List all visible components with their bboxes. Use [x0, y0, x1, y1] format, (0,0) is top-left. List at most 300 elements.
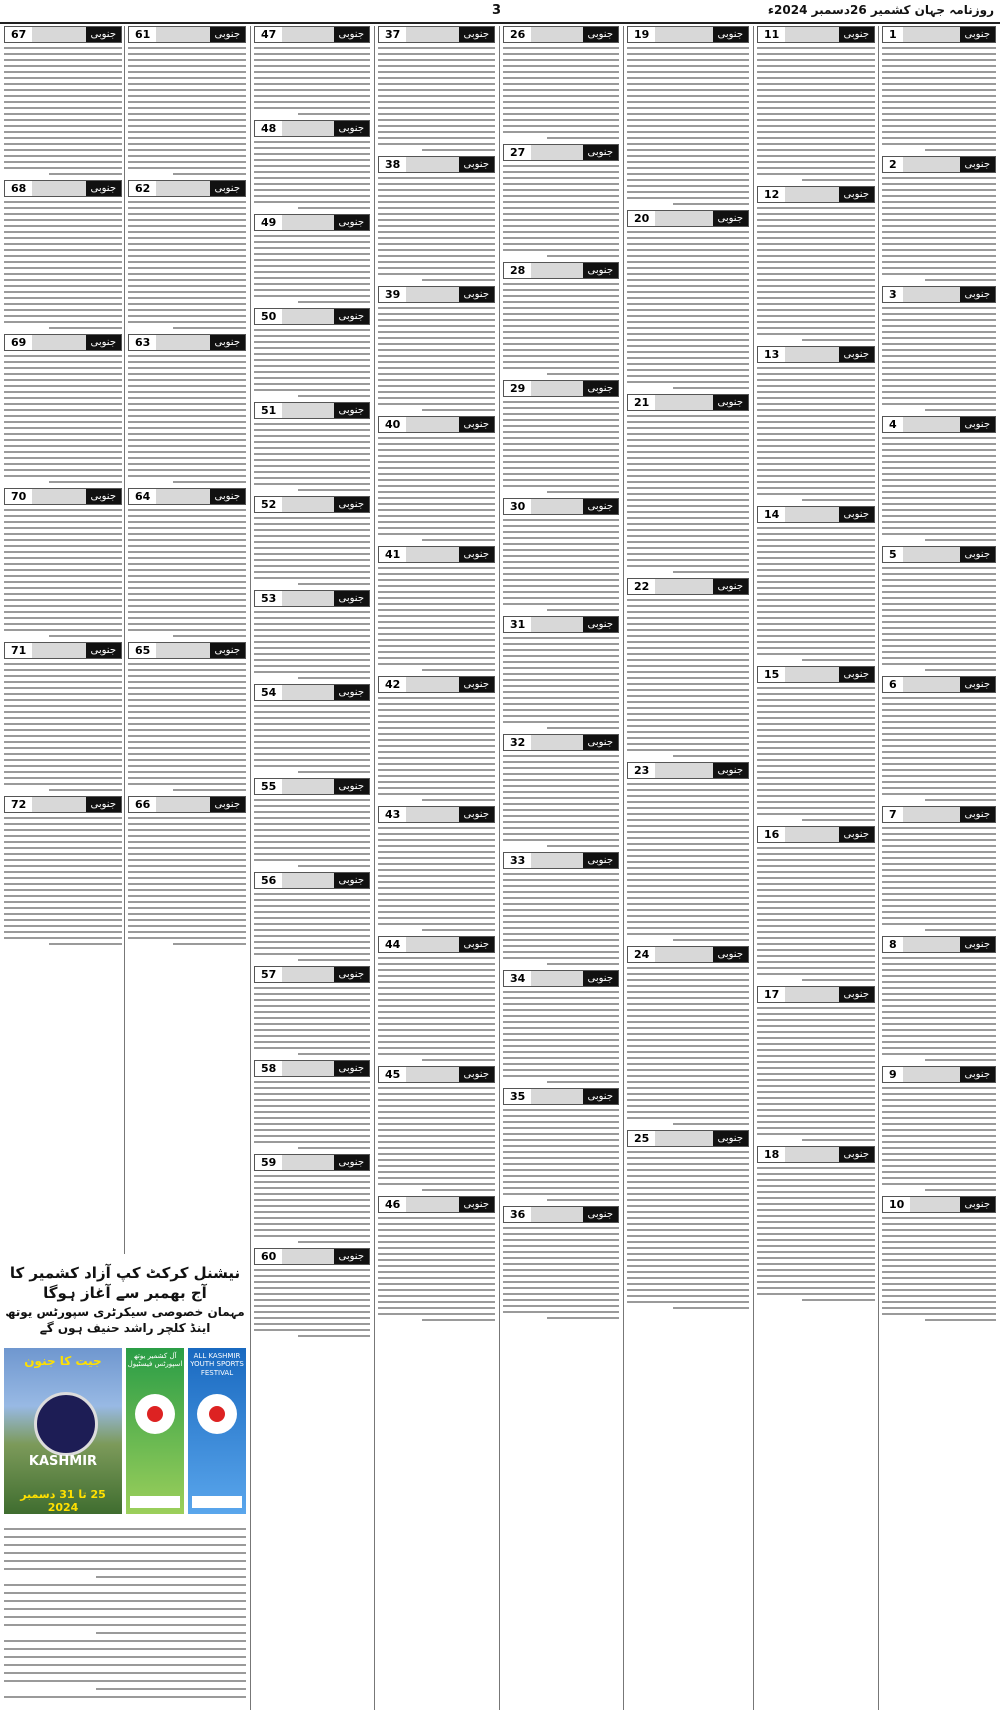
- text-line: [627, 1087, 749, 1089]
- text-line: [254, 259, 370, 261]
- text-line: [4, 361, 122, 363]
- text-line: [503, 77, 619, 79]
- news-item: [254, 26, 370, 115]
- text-line: [4, 255, 122, 257]
- text-line: [254, 1281, 370, 1283]
- text-line: [128, 433, 246, 435]
- item-label: [254, 214, 370, 231]
- text-line: [757, 1173, 875, 1175]
- text-line: [254, 571, 370, 573]
- item-keyword: جنوبی: [960, 547, 995, 562]
- tournament-logo-icon: [34, 1392, 98, 1456]
- item-label: [128, 796, 246, 813]
- text-line: [254, 59, 370, 61]
- item-label: [4, 180, 122, 197]
- text-line: [4, 563, 122, 565]
- text-line: [627, 345, 749, 347]
- text-line: [627, 297, 749, 299]
- text-line: [4, 297, 122, 299]
- text-line: [4, 137, 122, 139]
- text-line: [757, 931, 875, 933]
- text-line: [254, 841, 370, 843]
- text-line: [128, 681, 246, 683]
- text-line: [128, 361, 246, 363]
- text-line: [378, 957, 495, 959]
- text-line: [757, 699, 875, 701]
- text-line: [128, 883, 246, 885]
- item-label: [254, 26, 370, 43]
- text-line: [378, 1159, 495, 1161]
- text-line: [503, 721, 619, 723]
- text-line: [503, 679, 619, 681]
- text-line: [627, 1105, 749, 1107]
- text-line: [378, 71, 495, 73]
- text-line: [882, 397, 996, 399]
- text-line: [254, 823, 370, 825]
- text-line: [882, 521, 996, 523]
- text-line: [757, 391, 875, 393]
- text-line: [757, 777, 875, 779]
- text-line: [378, 497, 495, 499]
- text-line: [4, 373, 122, 375]
- text-line: [4, 907, 122, 909]
- text-line: [503, 1311, 619, 1313]
- text-line: [547, 845, 619, 847]
- text-line: [627, 1045, 749, 1047]
- text-line: [627, 357, 749, 359]
- text-line: [882, 1105, 996, 1107]
- text-line: [882, 1301, 996, 1303]
- item-label: [503, 262, 619, 279]
- text-line: [4, 409, 122, 411]
- text-line: [49, 943, 122, 945]
- text-line: [503, 401, 619, 403]
- item-number: 18: [758, 1147, 785, 1162]
- text-line: [882, 775, 996, 777]
- text-line: [378, 1135, 495, 1137]
- text-line: [4, 515, 122, 517]
- text-line: [627, 933, 749, 935]
- text-line: [882, 527, 996, 529]
- column-4: [503, 26, 619, 1710]
- item-number: 49: [255, 215, 282, 230]
- text-line: [925, 409, 996, 411]
- text-line: [128, 699, 246, 701]
- text-line: [547, 1081, 619, 1083]
- text-line: [503, 957, 619, 959]
- text-line: [757, 1227, 875, 1229]
- text-line: [378, 189, 495, 191]
- text-line: [254, 577, 370, 579]
- text-line: [378, 827, 495, 829]
- text-line: [882, 757, 996, 759]
- text-line: [757, 1019, 875, 1021]
- text-line: [882, 325, 996, 327]
- text-line: [882, 1123, 996, 1125]
- item-keyword: جنوبی: [960, 417, 995, 432]
- text-line: [4, 379, 122, 381]
- text-line: [128, 545, 246, 547]
- text-line: [882, 449, 996, 451]
- item-label: [882, 806, 996, 823]
- text-line: [128, 895, 246, 897]
- text-line: [254, 1269, 370, 1271]
- text-line: [757, 421, 875, 423]
- text-line: [378, 1253, 495, 1255]
- text-line: [4, 829, 122, 831]
- text-line: [757, 457, 875, 459]
- text-line: [4, 237, 122, 239]
- text-line: [128, 107, 246, 109]
- text-line: [882, 1171, 996, 1173]
- text-line: [378, 1289, 495, 1291]
- text-line: [4, 451, 122, 453]
- text-line: [627, 523, 749, 525]
- text-line: [298, 1335, 370, 1337]
- text-line: [503, 455, 619, 457]
- item-keyword: جنوبی: [839, 507, 874, 522]
- text-line: [882, 1111, 996, 1113]
- text-line: [503, 991, 619, 993]
- text-line: [627, 1277, 749, 1279]
- text-line: [757, 771, 875, 773]
- text-line: [4, 403, 122, 405]
- text-line: [254, 71, 370, 73]
- text-line: [882, 975, 996, 977]
- text-line: [757, 539, 875, 541]
- text-line: [254, 659, 370, 661]
- text-line: [254, 1217, 370, 1219]
- text-line: [503, 449, 619, 451]
- text-line: [503, 125, 619, 127]
- text-line: [254, 1181, 370, 1183]
- text-line: [378, 177, 495, 179]
- text-line: [254, 729, 370, 731]
- text-line: [254, 1129, 370, 1131]
- text-line: [627, 125, 749, 127]
- text-line: [378, 361, 495, 363]
- text-line: [627, 1051, 749, 1053]
- text-line: [503, 1269, 619, 1271]
- text-line: [882, 769, 996, 771]
- text-line: [378, 1141, 495, 1143]
- text-line: [627, 1099, 749, 1101]
- text-line: [378, 1123, 495, 1125]
- text-line: [4, 243, 122, 245]
- item-number: 10: [883, 1197, 910, 1212]
- text-line: [627, 559, 749, 561]
- text-line: [378, 751, 495, 753]
- news-item: [882, 26, 996, 151]
- text-line: [627, 309, 749, 311]
- text-line: [128, 829, 246, 831]
- text-line: [547, 137, 619, 139]
- text-line: [503, 1051, 619, 1053]
- text-line: [757, 919, 875, 921]
- text-line: [128, 759, 246, 761]
- text-line: [254, 799, 370, 801]
- news-item: [378, 676, 495, 801]
- card-footer-strip: [130, 1496, 180, 1508]
- text-line: [503, 349, 619, 351]
- text-line: [503, 779, 619, 781]
- text-line: [378, 757, 495, 759]
- text-line: [378, 1307, 495, 1309]
- item-keyword: جنوبی: [459, 157, 494, 172]
- text-line: [757, 137, 875, 139]
- text-line: [757, 297, 875, 299]
- text-line: [254, 987, 370, 989]
- text-line: [882, 497, 996, 499]
- text-line: [128, 853, 246, 855]
- text-line: [128, 379, 246, 381]
- text-line: [757, 847, 875, 849]
- text-line: [422, 539, 495, 541]
- item-keyword: جنوبی: [583, 971, 618, 986]
- text-line: [757, 1239, 875, 1241]
- text-line: [882, 739, 996, 741]
- news-item: [757, 346, 875, 501]
- text-line: [627, 493, 749, 495]
- item-keyword: جنوبی: [86, 797, 121, 812]
- text-line: [627, 927, 749, 929]
- text-line: [173, 327, 246, 329]
- text-line: [757, 173, 875, 175]
- text-line: [627, 861, 749, 863]
- text-line: [128, 409, 246, 411]
- text-line: [627, 1081, 749, 1083]
- text-line: [503, 1227, 619, 1229]
- item-keyword: جنوبی: [459, 27, 494, 42]
- text-line: [503, 1251, 619, 1253]
- text-line: [4, 47, 122, 49]
- text-line: [254, 893, 370, 895]
- text-line: [378, 219, 495, 221]
- text-line: [128, 391, 246, 393]
- text-line: [627, 1241, 749, 1243]
- text-line: [627, 1229, 749, 1231]
- text-line: [757, 65, 875, 67]
- text-line: [128, 249, 246, 251]
- text-line: [378, 89, 495, 91]
- text-line: [378, 391, 495, 393]
- text-line: [254, 1199, 370, 1201]
- text-line: [378, 881, 495, 883]
- text-line: [503, 467, 619, 469]
- text-line: [128, 355, 246, 357]
- text-line: [882, 59, 996, 61]
- text-line: [627, 1265, 749, 1267]
- news-item: [4, 796, 122, 945]
- text-line: [378, 355, 495, 357]
- text-line: [378, 1117, 495, 1119]
- text-line: [378, 987, 495, 989]
- text-line: [378, 195, 495, 197]
- text-line: [128, 167, 246, 169]
- text-line: [503, 667, 619, 669]
- text-line: [882, 533, 996, 535]
- text-line: [378, 833, 495, 835]
- text-line: [627, 481, 749, 483]
- text-line: [96, 1632, 246, 1634]
- text-line: [128, 83, 246, 85]
- text-line: [4, 279, 122, 281]
- text-line: [547, 727, 619, 729]
- text-line: [757, 131, 875, 133]
- text-line: [882, 1035, 996, 1037]
- item-keyword: جنوبی: [839, 1147, 874, 1162]
- text-line: [882, 177, 996, 179]
- item-label: [4, 334, 122, 351]
- text-line: [378, 273, 495, 275]
- news-item: [882, 1196, 996, 1321]
- text-line: [378, 491, 495, 493]
- text-line: [627, 1211, 749, 1213]
- text-line: [4, 95, 122, 97]
- item-keyword: جنوبی: [86, 27, 121, 42]
- text-line: [128, 901, 246, 903]
- text-line: [627, 1093, 749, 1095]
- text-line: [96, 1688, 246, 1690]
- text-line: [882, 119, 996, 121]
- text-line: [757, 1269, 875, 1271]
- text-line: [627, 749, 749, 751]
- news-item: [757, 506, 875, 661]
- item-keyword: جنوبی: [334, 685, 369, 700]
- news-item: [882, 1066, 996, 1191]
- text-line: [378, 969, 495, 971]
- text-line: [298, 583, 370, 585]
- text-line: [882, 183, 996, 185]
- text-line: [882, 391, 996, 393]
- text-line: [757, 1281, 875, 1283]
- text-line: [882, 827, 996, 829]
- text-line: [378, 261, 495, 263]
- text-line: [503, 921, 619, 923]
- text-line: [882, 793, 996, 795]
- item-label: [254, 966, 370, 983]
- text-line: [757, 569, 875, 571]
- text-line: [4, 889, 122, 891]
- text-line: [757, 611, 875, 613]
- text-line: [882, 905, 996, 907]
- text-line: [128, 925, 246, 927]
- text-line: [503, 171, 619, 173]
- item-number: 64: [129, 489, 156, 504]
- text-line: [757, 143, 875, 145]
- text-line: [627, 605, 749, 607]
- text-line: [4, 817, 122, 819]
- text-line: [627, 65, 749, 67]
- text-line: [422, 669, 495, 671]
- text-line: [757, 711, 875, 713]
- text-line: [882, 1005, 996, 1007]
- text-line: [378, 1147, 495, 1149]
- text-line: [503, 637, 619, 639]
- text-line: [4, 1640, 246, 1642]
- item-keyword: جنوبی: [459, 1197, 494, 1212]
- text-line: [4, 1648, 246, 1650]
- text-line: [128, 629, 246, 631]
- text-line: [627, 529, 749, 531]
- item-number: 54: [255, 685, 282, 700]
- item-number: 29: [504, 381, 531, 396]
- text-line: [378, 733, 495, 735]
- item-label: [757, 986, 875, 1003]
- advert-headline: نیشنل کرکٹ کپ آزاد کشمیر کا آج بھمبر سے آغاز ہوگا: [9, 1264, 241, 1302]
- text-line: [627, 789, 749, 791]
- text-line: [378, 237, 495, 239]
- text-line: [627, 813, 749, 815]
- item-label: [128, 180, 246, 197]
- text-line: [627, 1003, 749, 1005]
- text-line: [503, 1003, 619, 1005]
- item-label: [503, 616, 619, 633]
- text-line: [503, 597, 619, 599]
- text-line: [627, 1253, 749, 1255]
- text-line: [254, 905, 370, 907]
- text-line: [378, 1235, 495, 1237]
- text-line: [378, 839, 495, 841]
- text-line: [757, 545, 875, 547]
- text-line: [503, 243, 619, 245]
- item-label: [627, 26, 749, 43]
- text-line: [757, 687, 875, 689]
- item-keyword: جنوبی: [960, 27, 995, 42]
- text-line: [925, 929, 996, 931]
- text-line: [298, 677, 370, 679]
- text-line: [4, 569, 122, 571]
- text-line: [128, 877, 246, 879]
- text-line: [627, 689, 749, 691]
- text-line: [757, 1133, 875, 1135]
- text-line: [254, 101, 370, 103]
- item-number: 46: [379, 1197, 406, 1212]
- text-line: [627, 885, 749, 887]
- text-line: [673, 755, 749, 757]
- news-item: [882, 676, 996, 801]
- text-line: [627, 291, 749, 293]
- text-line: [128, 675, 246, 677]
- text-line: [4, 533, 122, 535]
- item-label: [4, 642, 122, 659]
- text-line: [503, 1145, 619, 1147]
- page-header: [0, 0, 1000, 24]
- text-line: [627, 339, 749, 341]
- text-line: [173, 635, 246, 637]
- text-line: [757, 1275, 875, 1277]
- text-line: [503, 479, 619, 481]
- text-line: [757, 1179, 875, 1181]
- news-item: [378, 806, 495, 931]
- text-line: [757, 149, 875, 151]
- text-line: [627, 783, 749, 785]
- text-line: [378, 1183, 495, 1185]
- text-line: [503, 1169, 619, 1171]
- text-line: [757, 327, 875, 329]
- text-line: [128, 451, 246, 453]
- text-line: [378, 1129, 495, 1131]
- text-line: [4, 865, 122, 867]
- text-line: [378, 243, 495, 245]
- text-line: [882, 715, 996, 717]
- text-line: [673, 1307, 749, 1309]
- text-line: [503, 755, 619, 757]
- news-item: [757, 826, 875, 981]
- text-line: [882, 1117, 996, 1119]
- text-line: [503, 131, 619, 133]
- text-line: [254, 547, 370, 549]
